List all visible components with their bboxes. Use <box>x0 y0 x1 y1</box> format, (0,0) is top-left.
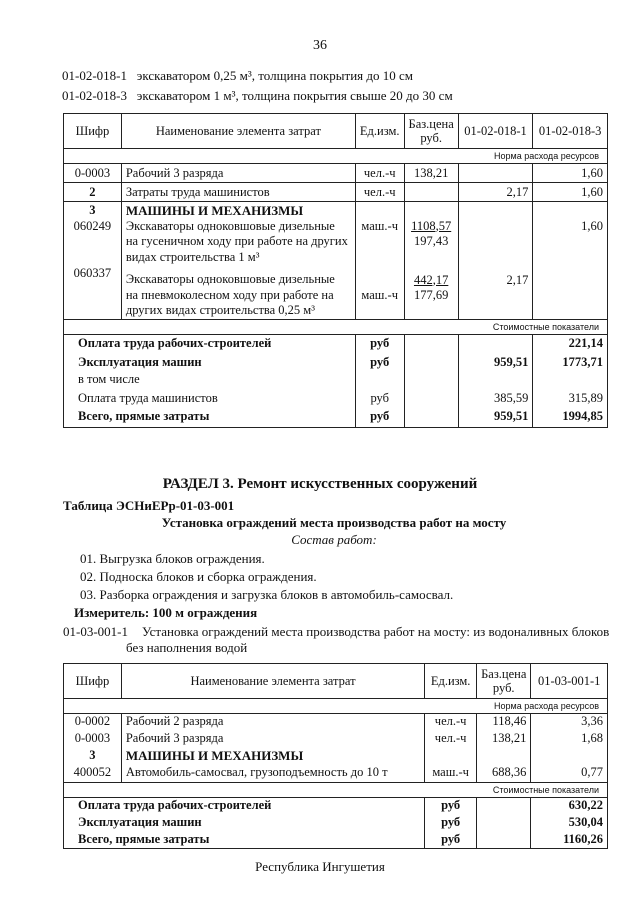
col-header: Баз.цена руб. <box>404 114 458 149</box>
summary-row: Оплата труда рабочих-строителей руб 221,14 <box>64 334 608 353</box>
table-row: 0-0003 Рабочий 3 разряда чел.-ч 138,21 1,68 <box>64 731 608 748</box>
col-header: 01-02-018-3 <box>533 114 608 149</box>
table-row: 2 Затраты труда машинистов чел.-ч 2,17 1,60 <box>64 183 608 202</box>
section-title: РАЗДЕЛ 3. Ремонт искусственных сооружений <box>162 476 478 492</box>
item-text: без наполнения водой <box>126 640 248 655</box>
summary-row: Оплата труда рабочих-строителей руб 630,22 <box>64 798 608 815</box>
intro-line: 01-02-018-1 экскаватором 0,25 м³, толщина покрытия до 10 см <box>62 68 413 83</box>
resource-table-1 <box>63 113 608 428</box>
footer: Республика Ингушетия <box>255 859 385 874</box>
composition-title: Состав работ: <box>291 532 377 547</box>
cost-label: Стоимостные показатели <box>64 319 608 334</box>
table-row: 400052 Автомобиль-самосвал, грузоподъемность до 10 т маш.-ч 688,36 0,77 <box>64 765 608 783</box>
norm-label: Норма расхода ресурсов <box>64 149 608 164</box>
col-header: Наименование элемента затрат <box>121 114 355 149</box>
table-row: 3 060249 060337 МАШИНЫ И МЕХАНИЗМЫ Экскаваторы одноковшовые дизельные на гусеничном ходу при работе на других видах строительства 1 м³ Экскаваторы одноковшовые дизельные на пневмоколесном ходу при работе на других видах строительства 0,25 м³ маш.-ч маш.-ч 1108,57 197,43 442,17 177,69 2,17 1,60 <box>64 202 608 320</box>
table-header <box>64 114 608 149</box>
col-header: Ед.изм. <box>355 114 404 149</box>
table-label: Таблица ЭСНиЕРр-01-03-001 <box>63 498 235 513</box>
summary-row: Эксплуатация машин руб 959,51 1773,71 <box>64 353 608 372</box>
work-step: 01. Выгрузка блоков ограждения. <box>80 551 265 566</box>
item-text: Установка ограждений места производства работ на мосту: из водоналивных блоков <box>142 624 610 639</box>
summary-row: Всего, прямые затраты руб 959,51 1994,85 <box>64 407 608 427</box>
item-code: 01-03-001-1 <box>63 624 128 639</box>
table-row: 0-0002 Рабочий 2 разряда чел.-ч 118,46 3,36 <box>64 714 608 731</box>
norm-label: Норма расхода ресурсов <box>64 699 608 714</box>
meter: Измеритель: 100 м ограждения <box>74 605 258 620</box>
table-row: 3 МАШИНЫ И МЕХАНИЗМЫ <box>64 748 608 765</box>
col-header: 01-02-018-1 <box>458 114 533 149</box>
table-header: Шифр Наименование элемента затрат Ед.изм. Баз.цена руб. 01-03-001-1 <box>64 664 608 699</box>
summary-row: Эксплуатация машин руб 530,04 <box>64 815 608 832</box>
intro-line: 01-02-018-3 экскаватором 1 м³, толщина покрытия свыше 20 до 30 см <box>62 88 453 103</box>
page-number: 36 <box>313 38 327 53</box>
col-header: Шифр <box>64 114 122 149</box>
summary-row: Всего, прямые затраты руб 1160,26 <box>64 832 608 849</box>
summary-row: в том числе <box>64 372 608 389</box>
summary-row: Оплата труда машинистов руб 385,59 315,89 <box>64 389 608 407</box>
work-title: Установка ограждений места производства работ на мосту <box>161 515 507 530</box>
cost-label: Стоимостные показатели <box>64 783 608 798</box>
work-step: 03. Разборка ограждения и загрузка блоков в автомобиль-самосвал. <box>80 587 454 602</box>
work-step: 02. Подноска блоков и сборка ограждения. <box>80 569 317 584</box>
resource-table-2 <box>63 663 608 849</box>
table-row: 0-0003 Рабочий 3 разряда чел.-ч 138,21 1,60 <box>64 164 608 183</box>
